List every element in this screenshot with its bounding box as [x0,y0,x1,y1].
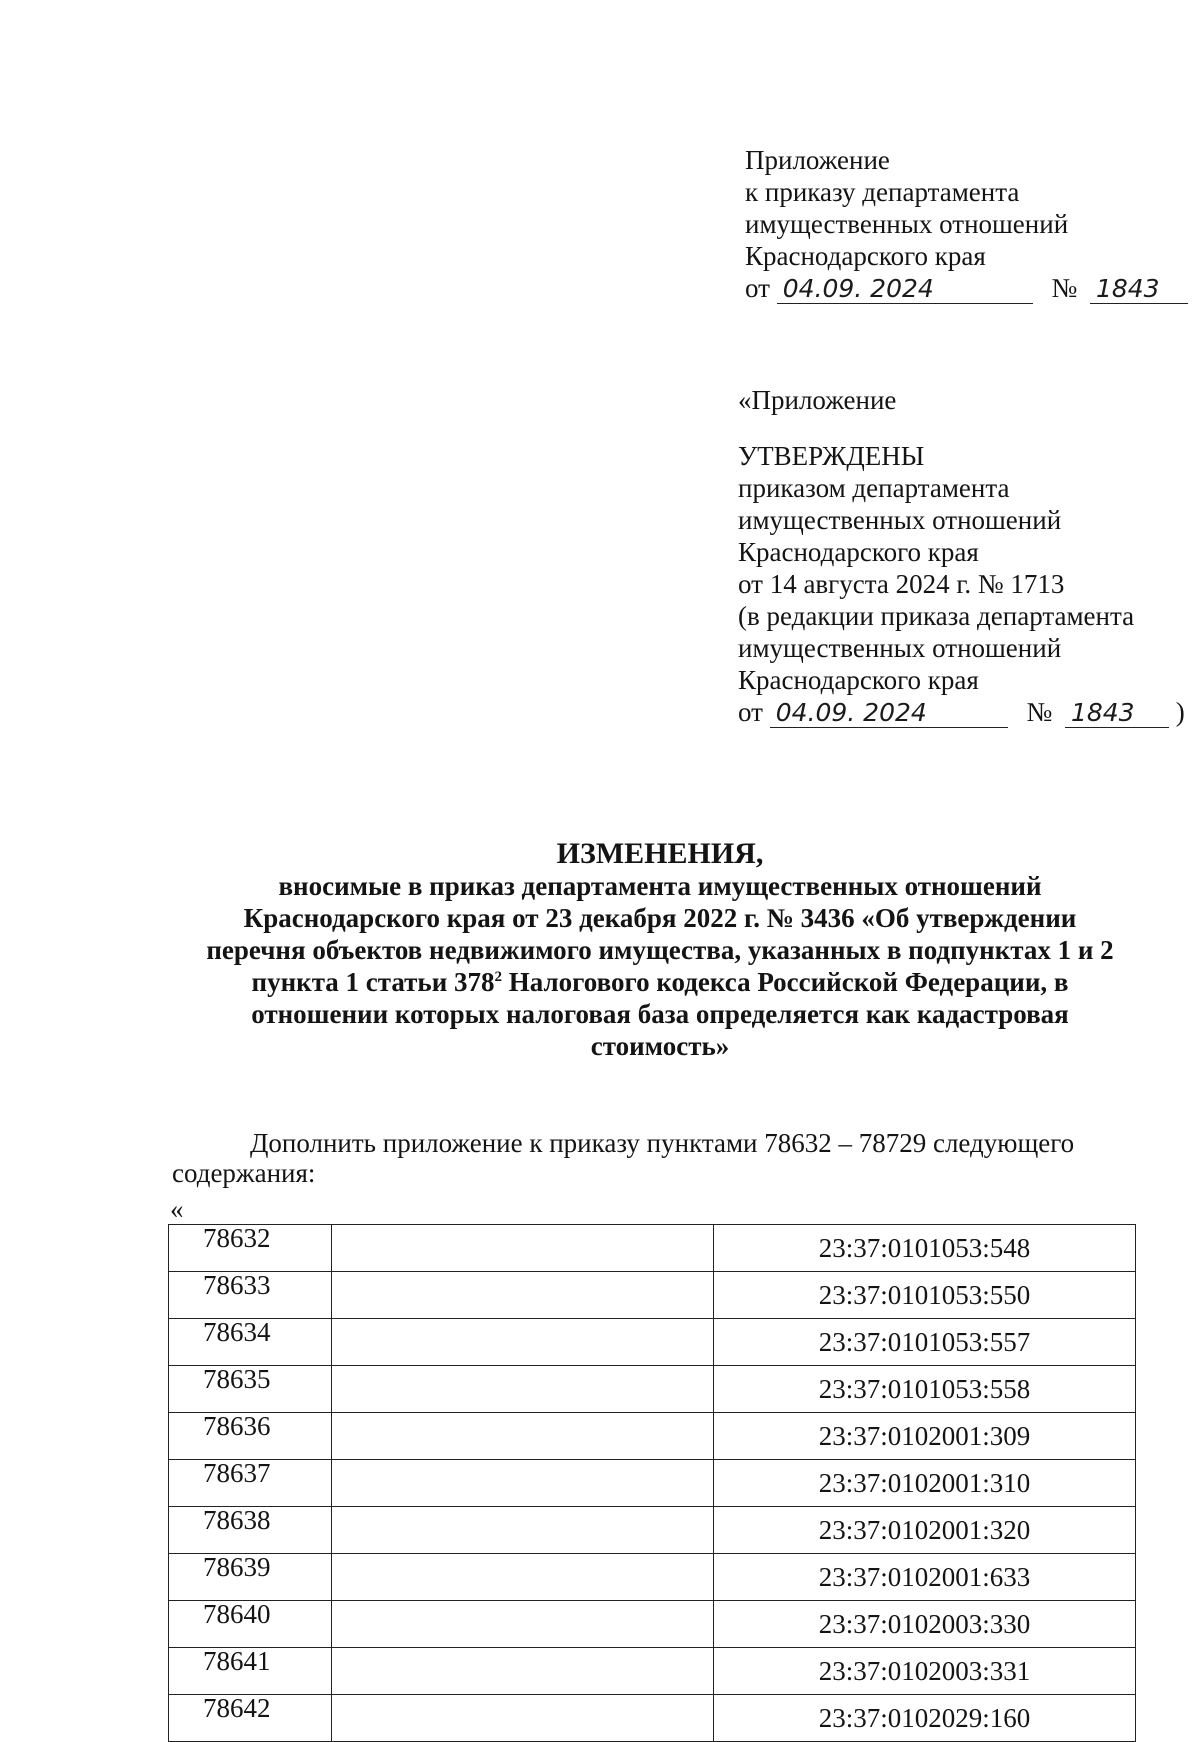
table-row [169,1460,1136,1507]
heading-line-4 [170,966,1150,998]
table-row [169,1507,1136,1554]
empty-cell [332,1225,714,1272]
approved-line-1: приказом департамента [738,473,1010,503]
table-row [169,1601,1136,1648]
items-table [168,1224,1136,1742]
table-row [169,1319,1136,1366]
table-row [169,1225,1136,1272]
table-row [169,1272,1136,1319]
empty-cell [332,1272,714,1319]
appendix-date-row [745,272,1188,304]
cadastral-number-cell: 23:37:0101053:558 [714,1366,1136,1413]
approved-block [738,384,1185,728]
cadastral-number-cell: 23:37:0102001:310 [714,1460,1136,1507]
cadastral-number-cell: 23:37:0101053:548 [714,1225,1136,1272]
empty-cell [332,1460,714,1507]
number-sign: № [1026,697,1053,727]
cadastral-number-cell: 23:37:0102003:330 [714,1601,1136,1648]
heading-line-1: вносимые в приказ департамента имущественных отношений [278,871,1042,901]
date-prefix: от [745,273,770,303]
table-row [169,1648,1136,1695]
approved-line-2: имущественных отношений [738,505,1062,535]
item-number-cell: 78639 [169,1554,332,1601]
approved-line-4: от 14 августа 2024 г. № 1713 [738,569,1065,599]
approved-date-row [738,696,1185,728]
heading-title: ИЗМЕНЕНИЯ, [556,837,764,870]
approved-word: УТВЕРЖДЕНЫ [738,441,925,471]
item-number-cell: 78635 [169,1366,332,1413]
table-row [169,1413,1136,1460]
empty-cell [332,1695,714,1742]
approved-line-7: Краснодарского края [738,665,979,695]
item-number-cell: 78641 [169,1648,332,1695]
empty-cell [332,1507,714,1554]
cadastral-number-cell: 23:37:0101053:557 [714,1319,1136,1366]
approved-quote-title: «Приложение [738,385,897,415]
empty-cell [332,1366,714,1413]
heading-line-6: стоимость» [590,1031,730,1061]
document-heading [170,838,1150,1062]
approved-line-3: Краснодарского края [738,537,979,567]
table-row [169,1366,1136,1413]
cadastral-number-cell: 23:37:0102001:633 [714,1554,1136,1601]
empty-cell [332,1648,714,1695]
table-row [169,1554,1136,1601]
item-number-cell: 78638 [169,1507,332,1554]
empty-cell [332,1601,714,1648]
intro-line-1: Дополнить приложение к приказу пунктами 78632 – 78729 следующего [250,1128,1075,1158]
appendix-line-4: Краснодарского края [745,241,986,271]
table-open-quote: « [170,1194,184,1224]
heading-line-3: перечня объектов недвижимого имущества, указанных в подпунктах 1 и 2 [206,935,1114,965]
empty-cell [332,1554,714,1601]
heading-line-4-part-a: пункта 1 статьи 378 [251,967,495,997]
item-number-cell: 78632 [169,1225,332,1272]
appendix-line-2: к приказу департамента [745,177,1020,207]
handwritten-number: 1843 [1065,699,1169,728]
handwritten-date: 04.09. 2024 [770,699,1008,728]
item-number-cell: 78640 [169,1601,332,1648]
approved-line-5: (в редакции приказа департамента [738,601,1135,631]
heading-line-5: отношении которых налоговая база определяется как кадастровая [251,999,1069,1029]
closing-paren: ) [1175,697,1185,727]
table-row [169,1695,1136,1742]
date-prefix: от [738,697,763,727]
cadastral-number-cell: 23:37:0102003:331 [714,1648,1136,1695]
item-number-cell: 78634 [169,1319,332,1366]
items-table-body [169,1225,1136,1742]
number-sign: № [1051,273,1078,303]
heading-line-4-part-b: Налогового кодекса Российской Федерации, в [502,967,1069,997]
appendix-title: Приложение [745,145,890,175]
cadastral-number-cell: 23:37:0101053:550 [714,1272,1136,1319]
handwritten-date: 04.09. 2024 [777,275,1033,304]
cadastral-number-cell: 23:37:0102001:320 [714,1507,1136,1554]
appendix-line-3: имущественных отношений [745,209,1069,239]
item-number-cell: 78633 [169,1272,332,1319]
item-number-cell: 78637 [169,1460,332,1507]
heading-superscript: 2 [494,969,503,985]
cadastral-number-cell: 23:37:0102029:160 [714,1695,1136,1742]
empty-cell [332,1319,714,1366]
heading-line-2: Краснодарского края от 23 декабря 2022 г. № 3436 «Об утверждении [243,903,1077,933]
empty-cell [332,1413,714,1460]
appendix-header [745,144,1188,304]
item-number-cell: 78636 [169,1413,332,1460]
handwritten-number: 1843 [1090,275,1188,304]
cadastral-number-cell: 23:37:0102001:309 [714,1413,1136,1460]
approved-line-6: имущественных отношений [738,633,1062,663]
item-number-cell: 78642 [169,1695,332,1742]
intro-line-2: содержания: [172,1158,316,1188]
intro-paragraph [172,1128,1150,1188]
